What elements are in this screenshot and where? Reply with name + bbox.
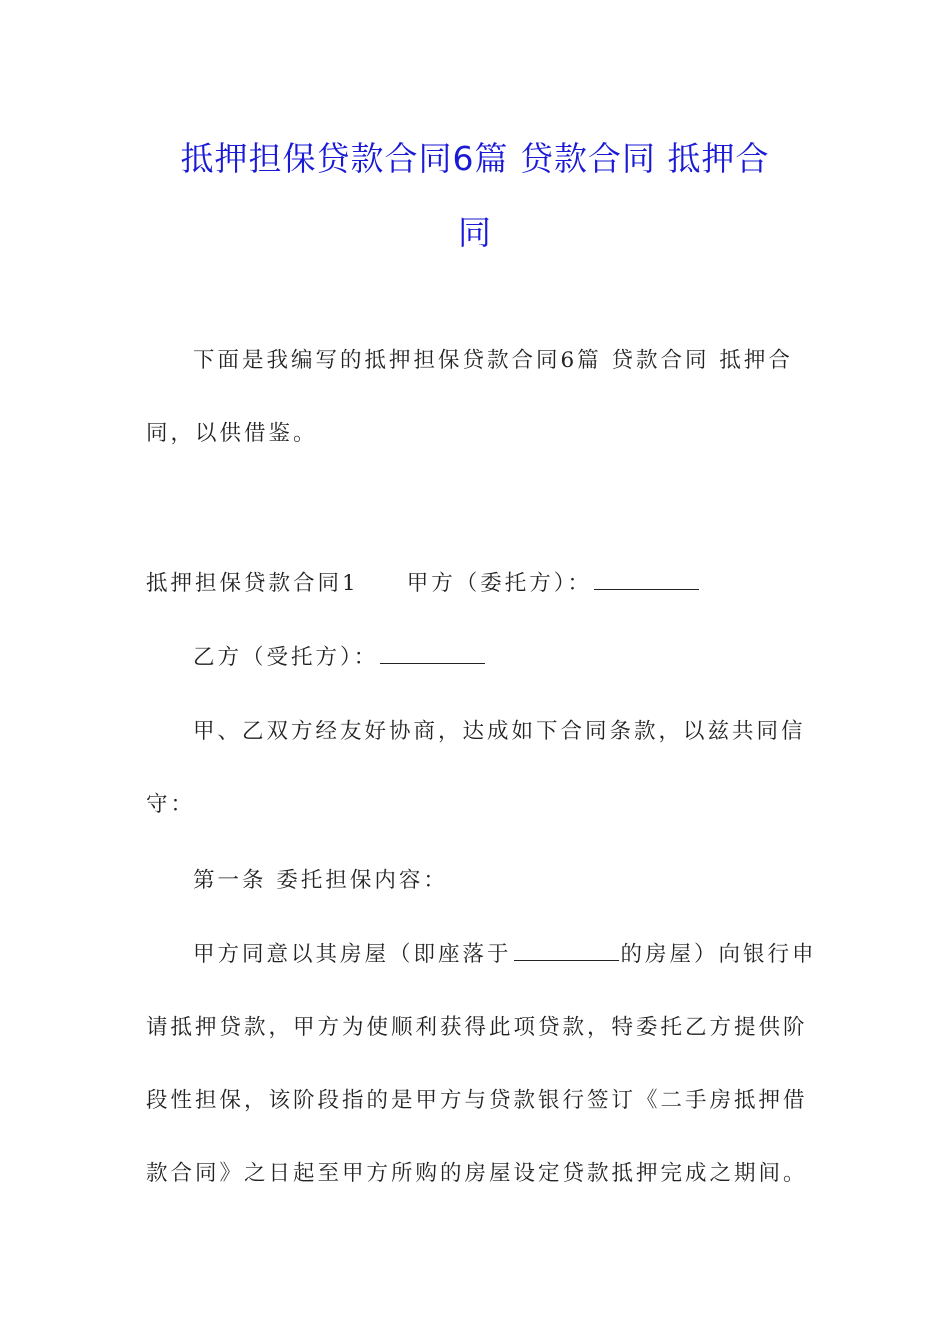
article1-line-4: 款合同》之日起至甲方所购的房屋设定贷款抵押完成之期间。: [146, 1161, 808, 1186]
title-line-1: 抵押担保贷款合同6篇 贷款合同 抵押合: [180, 139, 770, 178]
article1-line-3: 段性担保，该阶段指的是甲方与贷款银行签订《二手房抵押借: [146, 1088, 808, 1113]
intro-paragraph: [146, 324, 806, 470]
article1-paragraph: [146, 918, 817, 1210]
consensus-line-2: 守：: [146, 792, 196, 817]
article1-heading-line: [146, 844, 806, 917]
article1-line-1: [146, 918, 817, 991]
party-b-row: [146, 621, 806, 694]
article1-heading: 第一条 委托担保内容：: [193, 868, 448, 893]
contract-heading: 抵押担保贷款合同1: [146, 571, 359, 596]
consensus-paragraph: [146, 695, 806, 841]
property-location-blank: [514, 942, 619, 961]
party-b-label: 乙方（受托方）：: [193, 645, 379, 670]
contract-heading-line: [146, 547, 806, 620]
document-title: [120, 122, 830, 270]
party-a-blank: [594, 571, 699, 590]
article1-line-1-post: 的房屋）向银行申: [620, 942, 817, 967]
intro-line-1: 下面是我编写的抵押担保贷款合同6篇 贷款合同 抵押合: [193, 348, 793, 373]
party-b-line: [146, 621, 806, 694]
party-a-label: 甲方（委托方）：: [406, 571, 592, 596]
article1-line-2: 请抵押贷款，甲方为使顺利获得此项贷款，特委托乙方提供阶: [146, 1015, 808, 1040]
intro-line-2: 同，以供借鉴。: [146, 421, 318, 446]
title-line-2: 同: [458, 213, 492, 252]
party-b-blank: [380, 645, 485, 664]
heading-row: [146, 547, 806, 620]
article1-line-1-pre: 甲方同意以其房屋（即座落于: [193, 942, 512, 967]
consensus-line-1: 甲、乙双方经友好协商，达成如下合同条款，以兹共同信: [193, 719, 806, 744]
